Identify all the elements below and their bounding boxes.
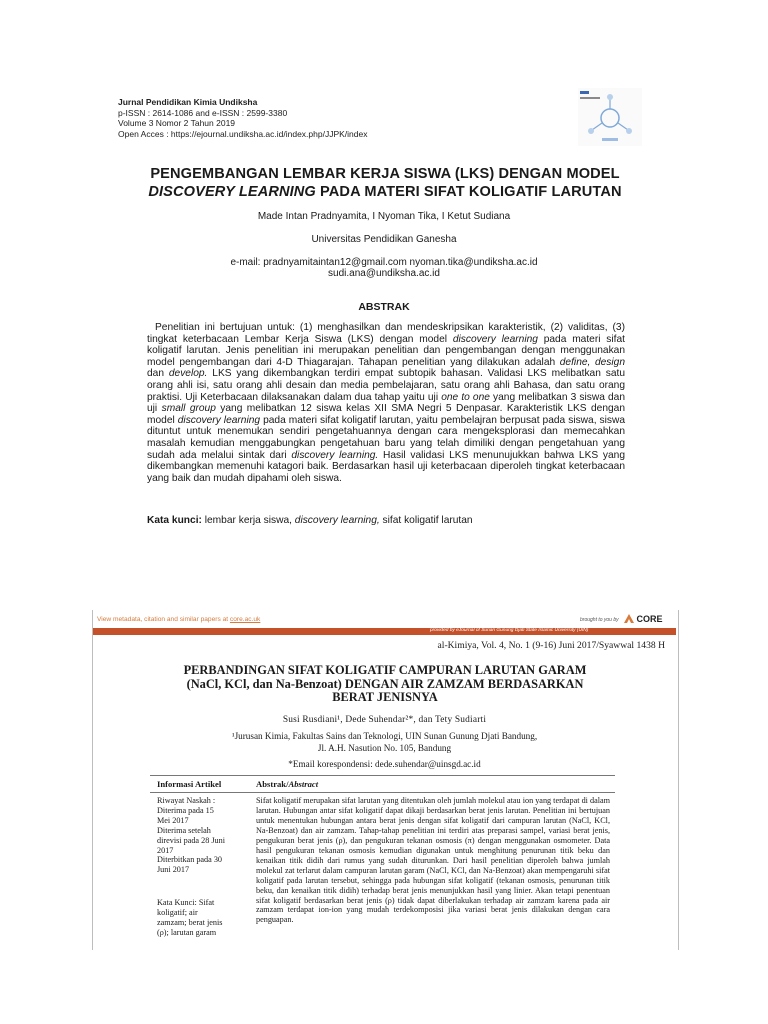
- keyword-line: koligatif; air: [157, 907, 198, 917]
- paper2-abstract-body: Sifat koligatif merupakan sifat larutan yang ditentukan oleh jumlah molekul atau ion yang terdapat di dalam larutan. Hubungan antar sifat koligatif dapat dikaji berdasarkan berat jenis larutan. Penelitian ini bertujuan untuk menentukan hubungan antara berat jenis dengan sifat koligatif dari campuran larutan (NaCl, KCl, Na-Benzoat) dan air zamzam. Tahap-tahap penelitian ini terdiri atas preparasi sampel, variasi berat jenis, pengukuran berat jenis (ρ), dan pengukuran tekanan osmosis (π) dengan menggunakan osmometer. Data hasil pengukuran tekanan osmosis kemudian digunakan untuk menghitung penurunan titik beku dan kenaikan titik didih dari rumus yang sudah diturunkan. Dari hasil penelitian diperoleh bahwa jumlah molekul zat terlarut dalam campuran larutan garam (NaCl, KCl, dan Na-Benzoat) akan mempengaruhi sifat koligatif pada larutan tersebut, sehingga pada hubungan sifat koligatif (tekanan osmosis, penurunan titik beku, dan kenaikan titik didih) terhadap berat jenis menunjukkan hasil yang linier. Akan tetapi penentuan sifat koligatif berdasarkan berat jenis (ρ) tidak dapat diberlakukan terhadap air zamzam karena pada air zamzam terdapat ion-ion yang mudah terdekomposisi jika variasi berat jenis dilakukan dengan cara penguapan.: [256, 796, 611, 925]
- journal-volume: Volume 3 Nomor 2 Tahun 2019: [118, 118, 236, 128]
- abstract-text-run: LKS yang dikembangkan terdiri empat subtopik bahasan. Validasi LKS melibatkan satu orang ahli isi, satu orang ahli desain dan media pembelajaran, satu orang ahli Bahasa, dan satu orang praktisi. Uji Keterbacaan dilaksanakan dalam dua tahap yaitu uji: [147, 368, 626, 403]
- abstract-italic-term: one to one: [441, 391, 490, 403]
- core-url[interactable]: core.ac.uk: [229, 616, 261, 623]
- title-rest: PADA MATERI SIFAT KOLIGATIF LARUTAN: [315, 184, 622, 200]
- abstract-italic-term: discovery learning.: [291, 449, 379, 461]
- abstract-heading-2: [256, 779, 318, 789]
- abstract-heading: ABSTRAK: [358, 301, 410, 313]
- core-metadata-text: View metadata, citation and similar papers at: [97, 616, 230, 623]
- article-history-line: Mei 2017: [157, 815, 189, 825]
- article-info-heading: Informasi Artikel: [157, 779, 222, 789]
- provided-by-text[interactable]: provided by eJournal of Sunan Gunung Djati State Islamic University (UIN): [430, 628, 589, 633]
- paper2-keywords: [157, 898, 247, 938]
- abstract-text-run: Penelitian ini bertujuan untuk: (1) menghasilkan dan mendeskripsikan karakteristik, (2) validitas, (3) tingkat keterbacaan Lembar Kerja Siswa (LKS) dengan model: [147, 322, 625, 345]
- keywords: [147, 515, 627, 526]
- provided-by-bar: [93, 628, 676, 635]
- article-history-line: Diterima pada 15: [157, 805, 214, 815]
- article-history-line: 2017: [157, 845, 174, 855]
- brought-by-label: brought to you by: [580, 617, 619, 623]
- keyword-line: zamzam; berat jenis: [157, 917, 223, 927]
- paper-affiliation: Universitas Pendidikan Ganesha: [311, 234, 457, 245]
- paper-title-line-2: [80, 183, 690, 201]
- paper2-affiliation-line-2: Jl. A.H. Nasution No. 105, Bandung: [317, 743, 452, 753]
- article-history-line: Diterbitkan pada 30: [157, 855, 223, 865]
- abstract-text-run: dan: [147, 368, 169, 380]
- paper2-title-line-2: (NaCl, KCl, dan Na-Benzoat) DENGAN AIR ZAMZAM BERDASARKAN: [186, 676, 584, 691]
- paper-title: [80, 165, 690, 201]
- paper-authors: Made Intan Pradnyamita, I Nyoman Tika, I Ketut Sudiana: [257, 211, 511, 222]
- article-history-line: Riwayat Naskah :: [157, 796, 216, 805]
- paper2-email: *Email korespondensi: dede.suhendar@uinsgd.ac.id: [288, 759, 481, 769]
- journal-name: Jurnal Pendidikan Kimia Undiksha: [118, 97, 258, 107]
- journal-logo-icon: [578, 88, 642, 146]
- abstract-italic-term: discovery learning: [177, 414, 261, 426]
- paper-email-line-2: sudi.ana@undiksha.ac.id: [328, 268, 440, 279]
- journal-header: [118, 97, 367, 139]
- abstract-text-run: pada materi sifat koligatif larutan. Jenis penelitian ini merupakan penelitian dan pengembangan dengan menggunakan model pengembangan dari 4-D Thiagarajan. Tahapan penelitian yang dilakukan adalah: [147, 333, 625, 368]
- core-logo-icon: [624, 614, 634, 623]
- abstract-text-run: Hasil validasi LKS menunujukkan bahwa LKS yang dikembangkan memenuhi katagori baik. Berdasarkan hasil uji keterbacaan diperoleh tingkat keterbacaan yang baik dan mudah dipahami oleh siswa.: [147, 449, 626, 484]
- keywords-text-a: lembar kerja siswa,: [201, 515, 295, 526]
- paper2-title-line-3: BERAT JENISNYA: [332, 690, 438, 705]
- abstract-text-run: yang melibatkan 3 siswa dan uji: [147, 391, 625, 415]
- abstract-text-run: yang melibatkan 12 siswa kelas XII SMA Negri 5 Denpasar. Karakteristik LKS dengan model: [147, 403, 625, 426]
- keywords-text-c: sifat koligatif larutan: [379, 515, 473, 526]
- paper2-title: [120, 664, 650, 705]
- article-history-line: Diterima setelah: [157, 825, 211, 835]
- table-rule-top: [150, 775, 615, 776]
- paper-title-line-1: PENGEMBANGAN LEMBAR KERJA SISWA (LKS) DENGAN MODEL: [150, 166, 620, 182]
- paper-email-line-1: e-mail: pradnyamitaintan12@gmail.com nyoman.tika@undiksha.ac.id: [230, 257, 538, 268]
- abstract-italic-term: small group: [161, 403, 216, 415]
- core-logo-text: CORE: [636, 614, 663, 624]
- article-history: [157, 796, 247, 875]
- paper2-authors: Susi Rusdiani¹, Dede Suhendar²*, dan Tety Sudiarti: [282, 715, 487, 725]
- abstract-heading-2a: Abstrak/: [256, 779, 289, 789]
- article-history-line: direvisi pada 28 Juni: [157, 835, 225, 845]
- title-italic-term: DISCOVERY LEARNING: [148, 184, 316, 200]
- abstract-italic-term: discovery learning: [452, 333, 538, 345]
- abstract-heading-2b: Abstract: [288, 779, 319, 789]
- keywords-text-b: discovery learning,: [294, 515, 380, 526]
- abstract-italic-term: define, design: [559, 356, 625, 368]
- paper2-citation: al-Kimiya, Vol. 4, No. 1 (9-16) Juni 2017/Syawwal 1438 H: [437, 640, 665, 651]
- keyword-line: Kata Kunci: Sifat: [157, 898, 215, 907]
- abstract-italic-term: develop.: [168, 368, 208, 380]
- article-history-line: Juni 2017: [157, 865, 190, 875]
- journal-open-access: Open Acces : https://ejournal.undiksha.ac.id/index.php/JJPK/index: [118, 128, 368, 139]
- paper2-title-line-1: PERBANDINGAN SIFAT KOLIGATIF CAMPURAN LARUTAN GARAM: [183, 663, 587, 677]
- paper2-affiliation-line-1: ¹Jurusan Kimia, Fakultas Sains dan Teknologi, UIN Sunan Gunung Djati Bandung,: [231, 731, 538, 741]
- abstract-text-run: pada materi sifat koligatif larutan, yaitu pembelajran berpusat pada siswa, siswa dituntut untuk menemukan sendiri pengetahuannya dengan cara mengeksplorasi dan memecahkan masalah kemudian menggabungkan pengetahuan baru yang telah dimiliki dengan pengetahuan yang sudah ada melalui sintak dari: [147, 414, 626, 461]
- core-logo[interactable]: [624, 614, 663, 624]
- core-metadata-link[interactable]: [97, 616, 260, 623]
- table-rule-mid: [150, 792, 615, 793]
- journal-issn: p-ISSN : 2614-1086 and e-ISSN : 2599-3380: [118, 107, 288, 118]
- abstract-body: [147, 322, 625, 484]
- keywords-label: Kata kunci:: [147, 515, 202, 526]
- keyword-line: (ρ); larutan garam: [157, 927, 217, 937]
